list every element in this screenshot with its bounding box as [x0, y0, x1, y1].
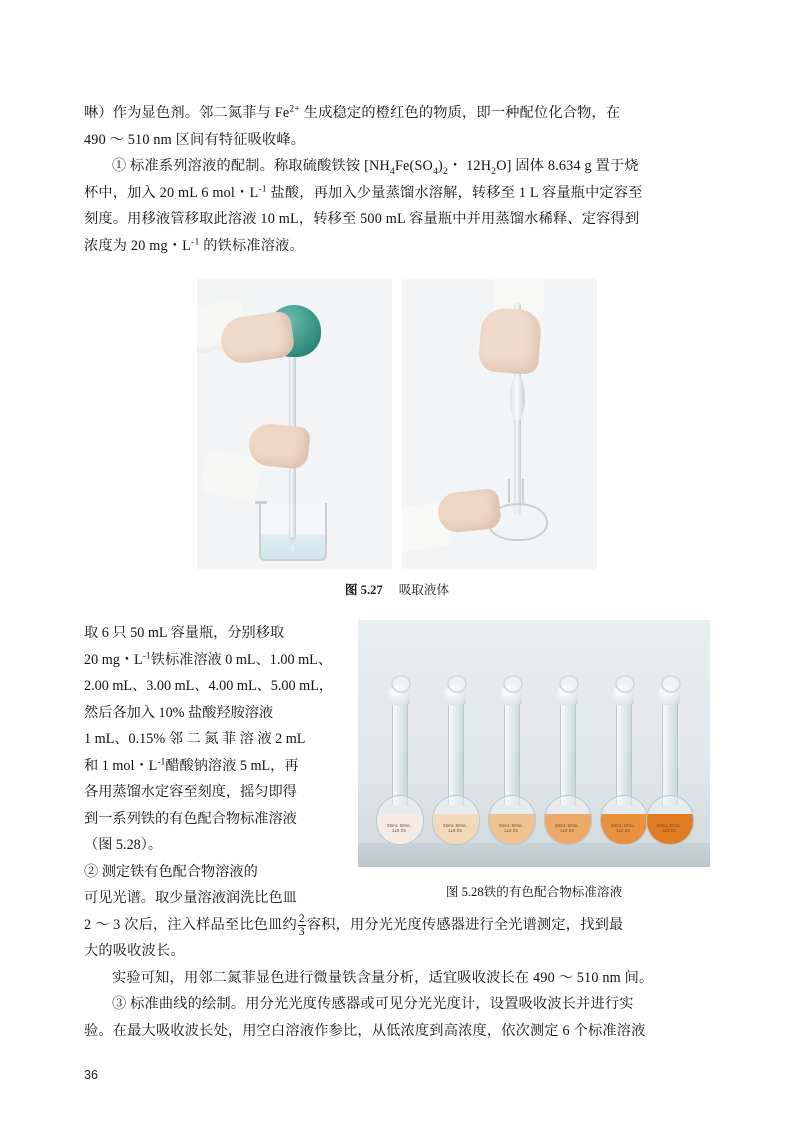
figure-title: 吸取液体	[398, 583, 450, 597]
shelf-surface	[358, 843, 710, 867]
flask-label	[496, 823, 526, 837]
flask-stopper	[658, 685, 680, 705]
text-run: ・ 12H	[448, 158, 492, 174]
text-run: 各用蒸馏水定容至刻度，摇匀即得	[84, 784, 297, 800]
two-column-block	[84, 620, 710, 912]
fraction-numerator: 2	[298, 912, 305, 925]
text-run: 盐酸，再加入少量蒸馏水溶解，转移至 1 L 容量瓶中定容至	[266, 184, 643, 201]
standard-solutions-photo	[358, 620, 710, 867]
flask-stopper	[444, 685, 466, 705]
flask-stopper	[556, 685, 578, 705]
side-column-text	[84, 620, 346, 912]
flask-label	[552, 823, 582, 837]
flask-stopper	[388, 685, 410, 705]
flask-bulb	[432, 795, 480, 845]
flask-bulb	[488, 795, 536, 845]
figure-5-28	[358, 620, 710, 912]
flask-label-line-1: 50mL 50mL	[611, 823, 635, 828]
flask-neck	[616, 701, 632, 805]
fraction-two-thirds	[298, 913, 306, 938]
text-run: 2.00 mL、3.00 mL、4.00 mL、5.00 mL，	[84, 678, 334, 694]
superscript: -1	[191, 235, 200, 247]
flask-label	[384, 823, 414, 837]
pipette-transfer-photo	[402, 279, 597, 569]
flask-label-line-2: 1±0.05	[392, 828, 406, 833]
figure-5-27-images	[84, 279, 710, 569]
flask-label-line-2: 1±0.05	[616, 828, 630, 833]
figure-5-28-caption	[358, 881, 710, 900]
hand-graphic	[436, 488, 502, 534]
figure-5-27	[84, 279, 710, 598]
superscript: 2+	[289, 103, 301, 115]
superscript: -1	[157, 755, 166, 767]
pipette-bulb-section-graphic	[510, 375, 525, 421]
text-run: 2 ～ 3 次后，注入样品至比色皿约	[84, 916, 297, 933]
flask-bulb	[600, 795, 648, 845]
text-run: )	[438, 158, 443, 174]
text-run: 取 6 只 50 mL 容量瓶，分别移取	[84, 625, 285, 641]
paragraph-tail	[84, 912, 710, 965]
page-content	[84, 100, 710, 1044]
pipette-bulb-photo	[197, 279, 392, 569]
paragraph-step-3	[84, 991, 710, 1044]
superscript: -1	[142, 649, 151, 661]
subscript: 2	[491, 165, 497, 177]
subscript: 4	[433, 165, 439, 177]
flask-neck	[504, 701, 520, 805]
flask-label-line-2: 1±0.05	[662, 828, 676, 833]
text-run: 醋酸钠溶液 5 mL，再	[165, 757, 299, 774]
figure-number: 图 5.27	[344, 583, 383, 597]
flask-label-line-1: 50mL 50mL	[387, 823, 411, 828]
flask-label-line-1: 50mL 50mL	[555, 823, 579, 828]
text-run: ② 测定铁有色配合物溶液的	[84, 863, 258, 880]
text-run: （图 5.28）。	[84, 837, 163, 853]
flask-label-line-2: 1±0.05	[504, 828, 518, 833]
text-run: O] 固体 8.634 g 置于烧	[496, 158, 639, 174]
flask-neck	[662, 701, 678, 805]
flask-neck	[560, 701, 576, 805]
figure-title: 铁的有色配合物标准溶液	[483, 885, 623, 899]
flask-label-line-1: 50mL 50mL	[443, 823, 467, 828]
paragraph-step-1	[84, 153, 710, 259]
text-run: 啉）作为显色剂。邻二氮菲与 Fe	[84, 105, 290, 121]
flask-bulb	[376, 795, 424, 845]
text-run: 和 1 mol・L	[84, 757, 158, 774]
text-run: 可见光谱。取少量溶液润洗比色皿	[84, 890, 297, 906]
flask-neck	[448, 701, 464, 805]
figure-5-27-caption	[84, 579, 710, 598]
text-run: 浓度为 20 mg・L	[84, 237, 192, 254]
text-run: 验。在最大吸收波长处，用空白溶液作参比，从低浓度到高浓度，依次测定 6 个标准溶液	[84, 1022, 646, 1039]
text-run: 到一系列铁的有色配合物标准溶液	[84, 810, 297, 827]
flask-label-line-1: 50mL 50mL	[499, 823, 523, 828]
flask-label-line-2: 1±0.05	[560, 828, 574, 833]
flask-label-line-1: 50mL 50mL	[657, 823, 681, 828]
text-run: 铁标准溶液 0 mL、1.00 mL、	[150, 651, 333, 668]
flask-bulb	[544, 795, 592, 845]
paragraph-conclusion	[84, 965, 710, 992]
flask-stopper	[612, 685, 634, 705]
text-run: 然后各加入 10% 盐酸羟胺溶液	[84, 704, 274, 721]
flask-neck	[392, 701, 408, 805]
text-run: 大的吸收波长。	[84, 943, 185, 959]
superscript: -1	[258, 182, 267, 194]
text-run: ③ 标准曲线的绘制。用分光光度传感器或可见分光光度计，设置吸收波长并进行实	[112, 996, 634, 1012]
page-number: 36	[84, 1068, 98, 1082]
text-run: Fe(SO	[394, 158, 433, 174]
fraction-denominator: 3	[298, 925, 305, 938]
flask-label	[608, 823, 638, 837]
text-run: 20 mg・L	[84, 651, 143, 668]
text-run: 实验可知，用邻二氮菲显色进行微量铁含量分析，适宜吸收波长在 490 ～ 510 nm 间。	[112, 969, 654, 986]
flask-label-line-2: 1±0.05	[448, 828, 462, 833]
subscript: 4	[389, 165, 395, 177]
subscript: 2	[442, 165, 448, 177]
figure-number: 图 5.28	[445, 885, 484, 899]
flask-stopper	[500, 685, 522, 705]
text-run: 杯中，加入 20 mL 6 mol・L	[84, 184, 259, 201]
text-run: 490 ～ 510 nm 区间有特征吸收峰。	[84, 131, 306, 148]
paragraph-intro	[84, 100, 710, 153]
text-run: 的铁标准溶液。	[199, 237, 304, 254]
text-run: 1 mL、0.15% 邻 二 氮 菲 溶 液 2 mL	[84, 731, 306, 747]
flask-bulb	[646, 795, 694, 845]
text-run: 刻度。用移液管移取此溶液 10 mL，转移至 500 mL 容量瓶中并用蒸馏水稀释、定容得到	[84, 211, 640, 227]
text-run: ① 标准系列溶液的配制。称取硫酸铁铵 [NH	[112, 158, 390, 174]
text-run: 容积，用分光光度传感器进行全光谱测定，找到最	[306, 916, 624, 933]
flask-label	[440, 823, 470, 837]
hand-graphic	[478, 307, 542, 375]
flask-label	[654, 823, 684, 837]
text-run: 生成稳定的橙红色的物质，即一种配位化合物，在	[300, 105, 621, 121]
